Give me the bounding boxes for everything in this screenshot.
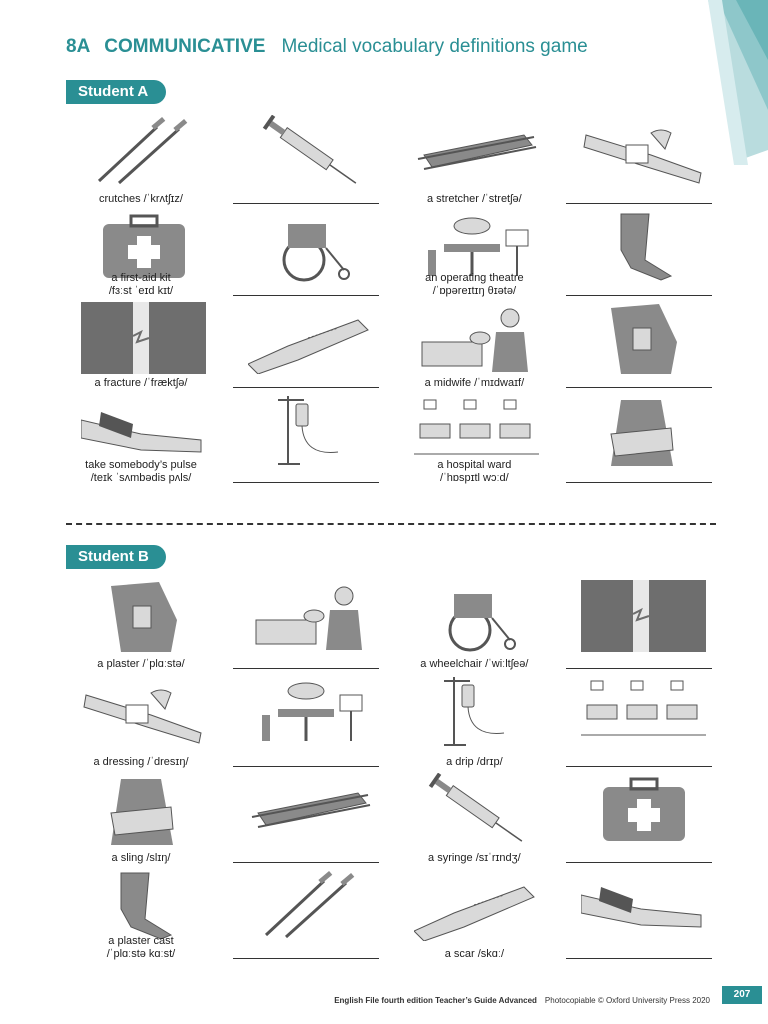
word-label — [66, 193, 216, 206]
footer — [0, 996, 710, 1005]
answer-line[interactable] — [566, 958, 712, 959]
word-label-line: a first-aid kit — [111, 272, 171, 284]
sling-icon — [581, 394, 706, 466]
midwife-icon — [414, 302, 539, 374]
word-label-line: crutches /ˈkrʌtʃɪz/ — [99, 193, 183, 205]
student-a-cell-10 — [233, 302, 383, 394]
scar-icon — [414, 869, 539, 941]
student-a-cell-1 — [66, 115, 216, 210]
word-label-line: a dressing /ˈdresɪŋ/ — [93, 756, 189, 768]
student-a-cell-4 — [566, 115, 716, 210]
word-label — [399, 658, 549, 671]
student-a-cell-13 — [66, 394, 216, 489]
unit-code: 8A — [66, 36, 91, 57]
word-label — [66, 377, 216, 390]
word-label — [399, 756, 549, 769]
answer-line[interactable] — [566, 766, 712, 767]
fracture-icon — [81, 302, 206, 374]
cut-line — [66, 523, 716, 525]
plaster-cast-icon — [581, 210, 706, 282]
student-b-cell-15 — [399, 869, 549, 965]
page-number: 207 — [722, 986, 762, 1004]
student-b-badge: Student B — [66, 545, 166, 569]
word-label — [399, 272, 549, 298]
answer-line[interactable] — [566, 295, 712, 296]
student-a-cell-7 — [399, 210, 549, 302]
student-b-cell-13 — [66, 869, 216, 965]
student-b-cell-9 — [66, 773, 216, 869]
syringe-icon — [414, 773, 539, 845]
word-label-line: /ˈhɒspɪtl wɔːd/ — [440, 472, 509, 484]
word-label-line: a plaster /ˈplɑːstə/ — [97, 658, 185, 670]
decorative-rays — [708, 0, 768, 165]
student-b-cell-1 — [66, 580, 216, 675]
student-b-cell-16 — [566, 869, 716, 965]
scar-icon — [248, 302, 373, 374]
word-label-line: /ˈplɑːstə kɑːst/ — [106, 948, 176, 960]
sling-icon — [81, 773, 206, 845]
footer-book: English File fourth edition Teacher’s Guide Advanced — [334, 996, 537, 1005]
word-label-line: a plaster cast — [108, 935, 174, 947]
word-label-line: a fracture /ˈfræktʃə/ — [94, 377, 188, 389]
crutches-icon — [248, 869, 373, 941]
answer-line[interactable] — [233, 766, 379, 767]
dressing-icon — [81, 675, 206, 747]
answer-line[interactable] — [233, 387, 379, 388]
word-label — [399, 948, 549, 961]
word-label-line: a scar /skɑː/ — [444, 948, 505, 960]
student-a-cell-14 — [233, 394, 383, 489]
plaster-icon — [581, 302, 706, 374]
student-a-cell-11 — [399, 302, 549, 394]
first-aid-kit-icon — [581, 773, 706, 845]
student-a-cell-15 — [399, 394, 549, 489]
student-b-cell-12 — [566, 773, 716, 869]
student-a-badge: Student A — [66, 80, 166, 104]
word-label-line: a wheelchair /ˈwiːltʃeə/ — [420, 658, 529, 670]
student-a-cell-6 — [233, 210, 383, 302]
word-label — [66, 756, 216, 769]
word-label-line: a stretcher /ˈstretʃə/ — [426, 193, 522, 205]
pulse-icon — [81, 394, 206, 466]
word-label-line: a syringe /sɪˈrɪndʒ/ — [428, 852, 521, 864]
answer-line[interactable] — [566, 668, 712, 669]
word-label — [399, 377, 549, 390]
activity-title: Medical vocabulary definitions game — [281, 36, 588, 57]
crutches-icon — [81, 115, 206, 187]
hospital-ward-icon — [414, 394, 539, 466]
dressing-icon — [581, 115, 706, 187]
student-b-cell-4 — [566, 580, 716, 675]
word-label-line: /fɜːst ˈeɪd kɪt/ — [108, 285, 174, 297]
answer-line[interactable] — [566, 203, 712, 204]
answer-line[interactable] — [566, 862, 712, 863]
word-label-line: take somebody’s pulse — [85, 459, 197, 471]
word-label — [66, 272, 216, 298]
student-b-cell-7 — [399, 675, 549, 773]
student-b-cell-8 — [566, 675, 716, 773]
student-a-cell-12 — [566, 302, 716, 394]
footer-copyright: Photocopiable © Oxford University Press 2020 — [544, 996, 710, 1005]
operating-theatre-icon — [248, 675, 373, 747]
fracture-icon — [581, 580, 706, 652]
word-label — [399, 852, 549, 865]
student-b-grid — [66, 580, 716, 965]
student-a-cell-2 — [233, 115, 383, 210]
student-b-cell-10 — [233, 773, 383, 869]
plaster-icon — [81, 580, 206, 652]
word-label-line: a midwife /ˈmɪdwaɪf/ — [424, 377, 525, 389]
student-b-cell-11 — [399, 773, 549, 869]
word-label — [66, 459, 216, 485]
answer-line[interactable] — [233, 862, 379, 863]
drip-icon — [414, 675, 539, 747]
wheelchair-icon — [414, 580, 539, 652]
drip-icon — [248, 394, 373, 466]
student-a-grid — [66, 115, 716, 489]
word-label — [66, 852, 216, 865]
student-a-cell-8 — [566, 210, 716, 302]
word-label — [66, 658, 216, 671]
student-b-cell-3 — [399, 580, 549, 675]
plaster-cast-icon — [81, 869, 206, 941]
answer-line[interactable] — [233, 668, 379, 669]
student-a-cell-9 — [66, 302, 216, 394]
word-label-line: a drip /drɪp/ — [446, 756, 503, 768]
student-a-cell-3 — [399, 115, 549, 210]
word-label — [66, 935, 216, 961]
pulse-icon — [581, 869, 706, 941]
word-label — [399, 193, 549, 206]
word-label-line: a sling /slɪŋ/ — [111, 852, 171, 864]
student-a-cell-5 — [66, 210, 216, 302]
stretcher-icon — [414, 115, 539, 187]
student-b-cell-2 — [233, 580, 383, 675]
stretcher-icon — [248, 773, 373, 845]
answer-line[interactable] — [233, 295, 379, 296]
syringe-icon — [248, 115, 373, 187]
answer-line[interactable] — [233, 482, 379, 483]
word-label-line: /teɪk ˈsʌmbədis pʌls/ — [90, 472, 192, 484]
answer-line[interactable] — [233, 958, 379, 959]
word-label-line: /ˈɒpəreɪtɪŋ θɪətə/ — [432, 285, 517, 297]
answer-line[interactable] — [566, 387, 712, 388]
student-b-cell-6 — [233, 675, 383, 773]
activity-type: COMMUNICATIVE — [104, 36, 266, 57]
word-label-line: a hospital ward — [437, 459, 512, 471]
answer-line[interactable] — [566, 482, 712, 483]
word-label-line: an operating theatre — [425, 272, 524, 284]
student-a-cell-16 — [566, 394, 716, 489]
hospital-ward-icon — [581, 675, 706, 747]
page-title — [66, 36, 588, 58]
midwife-icon — [248, 580, 373, 652]
student-b-cell-5 — [66, 675, 216, 773]
student-b-cell-14 — [233, 869, 383, 965]
word-label — [399, 459, 549, 485]
wheelchair-icon — [248, 210, 373, 282]
answer-line[interactable] — [233, 203, 379, 204]
